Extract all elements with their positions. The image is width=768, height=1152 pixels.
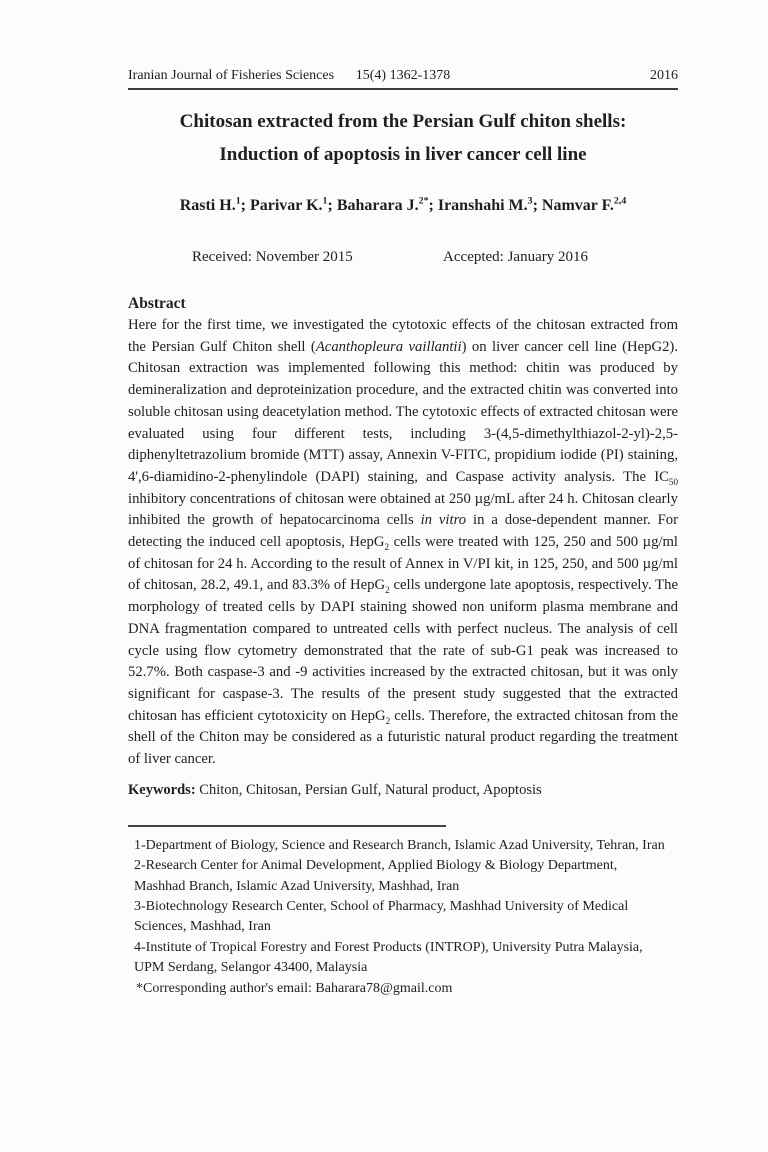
journal-year: 2016 [650, 68, 678, 83]
journal-issue-pages: 15(4) 1362-1378 [355, 68, 451, 83]
footnote-separator-rule [128, 825, 446, 827]
abstract-heading: Abstract [128, 295, 186, 312]
accepted-date: Accepted: January 2016 [443, 249, 588, 265]
footnote-affiliation-3-cont: Sciences, Mashhad, Iran [134, 919, 271, 935]
paper-title [128, 105, 678, 171]
authors-line: Rasti H.$^1$; Parivar K.$^1$; Baharara J.$^{2*}$; Iranshahi M.$^3$; Namvar F.$^{2,4}$ [179, 195, 627, 214]
keywords-text: Chiton, Chitosan, Persian Gulf, Natural product, Apoptosis [195, 781, 542, 798]
abstract-text: Here for the first time, we investigated the cytotoxic effects of the chitosan extracted from the Persian Gulf Chiton shell (Acanthopleura vaillantii) on liver cancer cell line (HepG2). Chitosan extraction was implemented following this method: chitin was produced by demineralization and deproteinization procedure, and the extracted chitin was converted into soluble chitosan using deacetylation method. The cytotoxic effects of extracted chitosan were evaluated using four different tests, including 3-(4,5-dimethylthiazol-2-yl)-2,5-diphenyltetrazolium bromide (MTT) assay, Annexin V-FITC, propidium iodide (PI) staining, 4',6-diamidino-2-phenylindole (DAPI) staining, and Caspase activity analysis. The $IC_{50}$ inhibitory concentrations of chitosan were obtained at 250 µg/mL after 24 h. Chitosan clearly inhibited the growth of hepatocarcinoma cells in vitro in a dose-dependent manner. For detecting the induced cell apoptosis, HepG$_2$ cells were treated with 125, 250 and 500 µg/ml of chitosan for 24 h. According to the result of Annex in V/PI kit, in 125, 250, and 500 µg/ml of chitosan, 28.2, 49.1, and 83.3% of HepG$_2$ cells undergone late apoptosis, respectively. The morphology of treated cells by DAPI staining showed non uniform plasma membrane and DNA fragmentation compared to untreated cells with perfect nucleus. The analysis of cell cycle using flow cytometry demonstrated that the rate of sub-G1 peak was increased to 52.7%. Both caspase-3 and -9 activities increased by the extracted chitosan, but it was only significant for caspase-3. The results of the present study suggested that the extracted chitosan has efficient cytotoxicity on HepG$_2$ cells. Therefore, the extracted chitosan from the shell of the Chiton may be considered as a futuristic natural product regarding the treatment of liver cancer. [128, 317, 679, 768]
footnote-affiliation-2: 2-Research Center for Animal Development, Applied Biology & Biology Department, [134, 858, 618, 874]
footnote-affiliation-2-cont: Mashhad Branch, Islamic Azad University, Mashhad, Iran [134, 878, 460, 894]
keywords-label: Keywords: [128, 781, 196, 798]
received-date: Received: November 2015 [192, 249, 353, 265]
journal-name: Iranian Journal of Fisheries Sciences [128, 68, 335, 83]
footnote-affiliation-3: 3-Biotechnology Research Center, School of Pharmacy, Mashhad University of Medical [134, 898, 629, 914]
footnote-corresponding-email: *Corresponding author's email: Baharara78@gmail.com [136, 980, 453, 996]
paper-title-line2: Induction of apoptosis in liver cancer cell line [219, 144, 587, 165]
journal-header [128, 0, 678, 90]
footnote-affiliation-4: 4-Institute of Tropical Forestry and Forest Products (INTROP), University Putra Malaysia, [134, 939, 643, 955]
dates-row [128, 248, 678, 267]
paper-page [128, 0, 678, 999]
footnote-affiliation-1: 1-Department of Biology, Science and Research Branch, Islamic Azad University, Tehran, Iran [134, 837, 665, 853]
footnote-affiliation-4-cont: UPM Serdang, Selangor 43400, Malaysia [134, 960, 368, 976]
keywords-line [128, 780, 678, 801]
footnotes-block [128, 836, 678, 999]
paper-title-line1: Chitosan extracted from the Persian Gulf chiton shells: [179, 111, 627, 132]
